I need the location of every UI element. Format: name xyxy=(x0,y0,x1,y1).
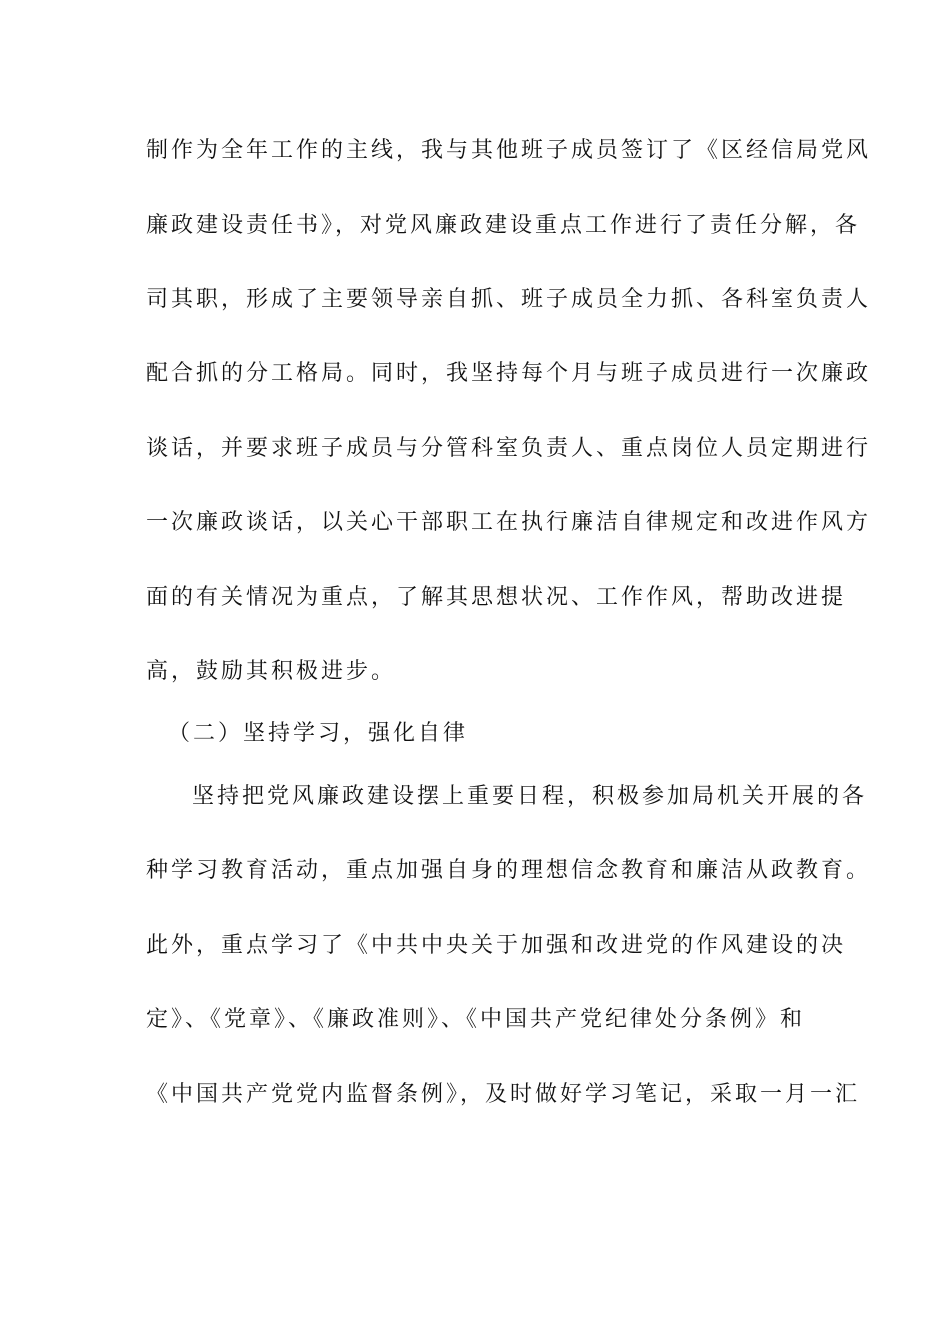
body-text-line: 谈话，并要求班子成员与分管科室负责人、重点岗位人员定期进行 xyxy=(146,436,872,461)
body-text-line: 配合抓的分工格局。同时，我坚持每个月与班子成员进行一次廉政 xyxy=(146,361,872,386)
body-text-line: 制作为全年工作的主线，我与其他班子成员签订了《区经信局党风 xyxy=(146,138,872,163)
body-text-line: 此外，重点学习了《中共中央关于加强和改进党的作风建设的决 xyxy=(146,933,847,958)
body-text-line: 坚持把党风廉政建设摆上重要日程，积极参加局机关开展的各 xyxy=(192,784,868,809)
body-text-line: 一次廉政谈话，以关心干部职工在执行廉洁自律规定和改进作风方 xyxy=(146,510,872,535)
body-text-line: 高，鼓励其积极进步。 xyxy=(146,659,397,684)
body-text-line: 廉政建设责任书》，对党风廉政建设重点工作进行了责任分解，各 xyxy=(146,213,861,238)
body-text-line: 定》、《党章》、《廉政准则》、《中国共产党纪律处分条例》和 xyxy=(146,1007,806,1032)
body-text-line: 《中国共产党党内监督条例》，及时做好学习笔记，采取一月一汇 xyxy=(146,1082,861,1107)
body-text-line: 司其职，形成了主要领导亲自抓、班子成员全力抓、各科室负责人 xyxy=(146,287,872,312)
body-text-line: 种学习教育活动，重点加强自身的理想信念教育和廉洁从政教育。 xyxy=(146,858,872,883)
body-text-line: 面的有关情况为重点，了解其思想状况、工作作风，帮助改进提 xyxy=(146,585,847,610)
section-heading: （二）坚持学习，强化自律 xyxy=(168,721,469,746)
